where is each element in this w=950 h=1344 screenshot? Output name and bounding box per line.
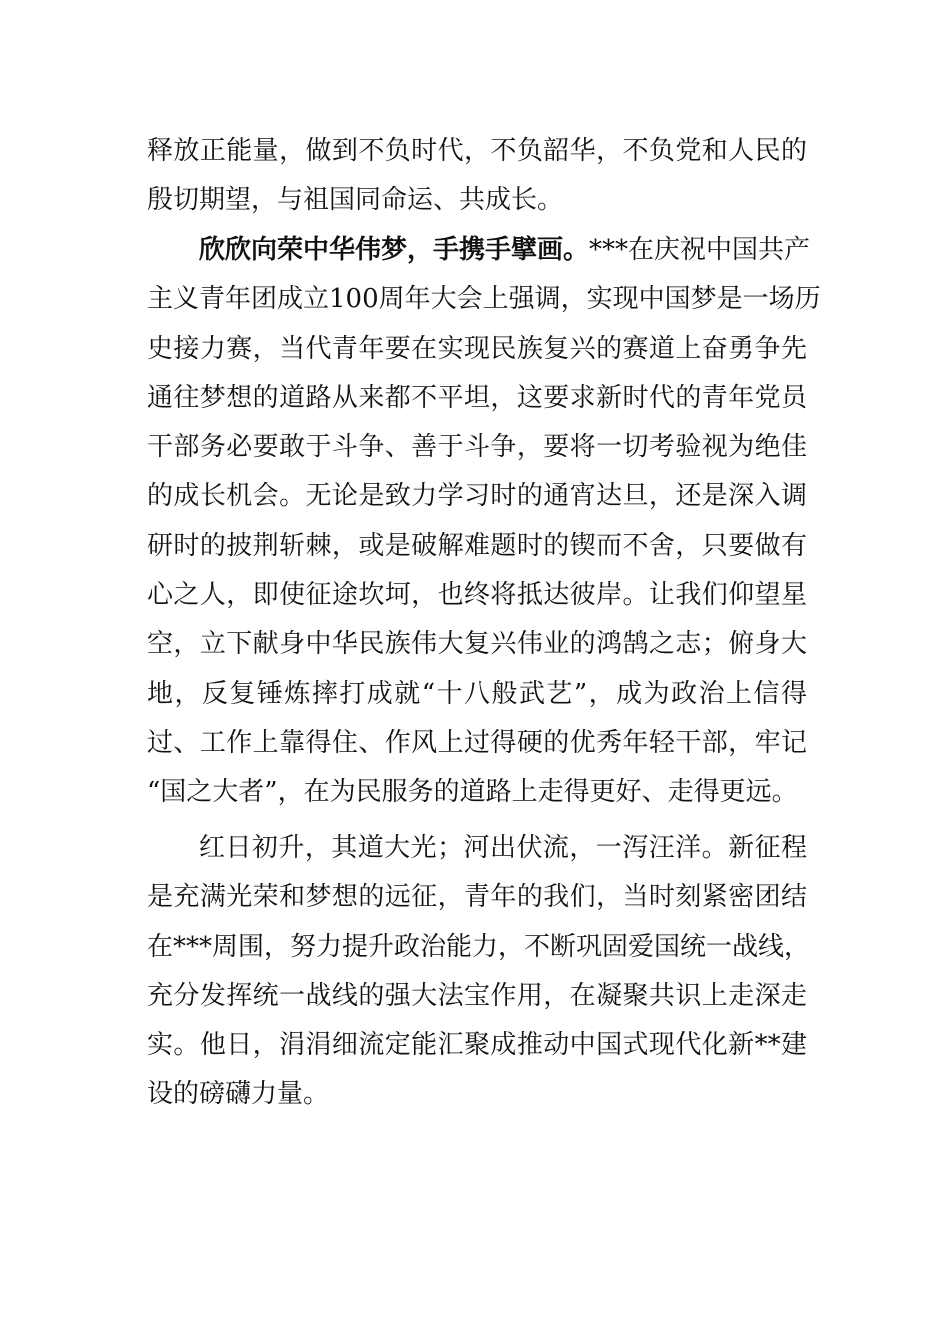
paragraph-line: 研时的披荆斩棘，或是破解难题时的锲而不舍，只要做有 [147, 530, 807, 561]
paragraph-line: “国之大者”，在为民服务的道路上走得更好、走得更远。 [147, 777, 798, 808]
paragraph-line: 主义青年团成立100周年大会上强调，实现中国梦是一场历 [147, 284, 821, 315]
paragraph-line: 实。他日，涓涓细流定能汇聚成推动中国式现代化新**建 [147, 1030, 807, 1061]
paragraph-line-rest: ***在庆祝中国共产 [589, 235, 811, 265]
paragraph-3 [147, 824, 811, 1120]
paragraph-line: 红日初升，其道大光；河出伏流，一泻汪洋。新征程 [199, 833, 807, 863]
paragraph-line: 充分发挥统一战线的强大法宝作用，在凝聚共识上走深走 [147, 980, 807, 1011]
paragraph-lead-heading: 欣欣向荣中华伟梦，手携手擘画。 [199, 235, 590, 265]
paragraph-line: 是充满光荣和梦想的远征，青年的我们，当时刻紧密团结 [147, 882, 807, 913]
paragraph-line: 的成长机会。无论是致力学习时的通宵达旦，还是深入调 [147, 481, 807, 512]
paragraph-line: 通往梦想的道路从来都不平坦，这要求新时代的青年党员 [147, 382, 807, 413]
paragraph-line: 释放正能量，做到不负时代，不负韶华，不负党和人民的 [147, 136, 807, 166]
paragraph-2 [147, 226, 821, 818]
paragraph-line: 地，反复锤炼摔打成就“十八般武艺”，成为政治上信得 [147, 678, 807, 709]
paragraph-line: 空，立下献身中华民族伟大复兴伟业的鸿鹄之志；俯身大 [147, 629, 807, 660]
paragraph-line: 在***周围，努力提升政治能力，不断巩固爱国统一战线， [147, 931, 811, 962]
paragraph-line: 设的磅礴力量。 [147, 1079, 330, 1110]
paragraph-line: 过、工作上靠得住、作风上过得硬的优秀年轻干部，牢记 [147, 727, 807, 758]
paragraph-line: 史接力赛，当代青年要在实现民族复兴的赛道上奋勇争先 [147, 333, 807, 364]
paragraph-line: 殷切期望，与祖国同命运、共成长。 [147, 185, 564, 216]
paragraph-line: 干部务必要敢于斗争、善于斗争，要将一切考验视为绝佳 [147, 432, 807, 463]
paragraph-line: 心之人，即使征途坎坷，也终将抵达彼岸。让我们仰望星 [147, 580, 807, 611]
paragraph-first-line [147, 226, 811, 275]
paragraph-1 [147, 127, 807, 226]
